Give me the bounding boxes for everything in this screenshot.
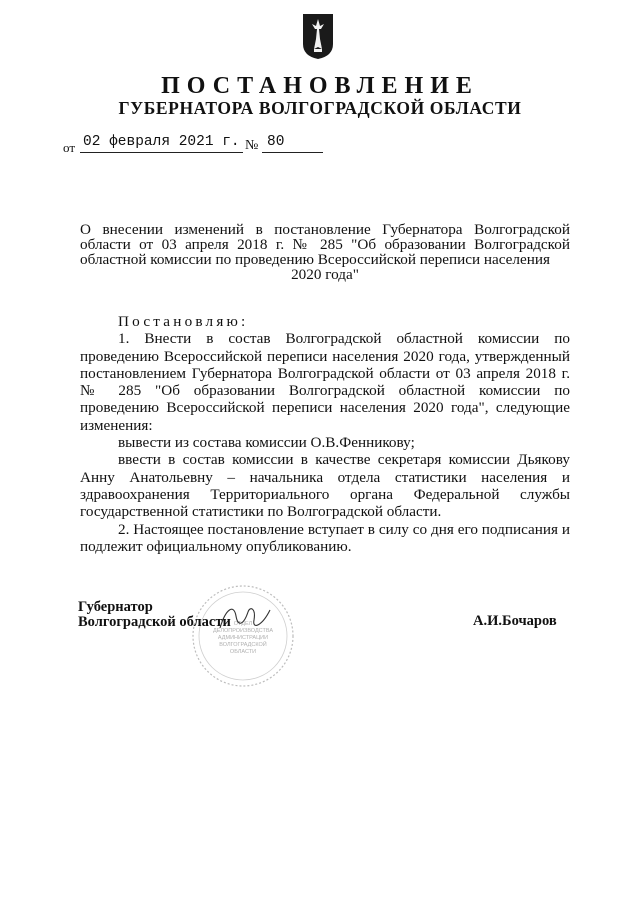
paragraph-item-1a: вывести из состава комиссии О.В.Фенникову;	[118, 434, 415, 452]
signatory-title-line: Волгоградской области	[78, 614, 231, 630]
date-prefix: от	[63, 140, 76, 155]
document-date: 02 февраля 2021 г.	[80, 134, 243, 153]
paragraph-item-1: 1. Внести в состав Волгоградской областной комиссии по проведению Всероссийской переписи населения 2020 года, утвержденный постановлением Губернатора Волгоградской области от 03 апреля 2018 г. № 285 "Об образовании Волгоградской областной комиссии по проведению Всероссийской переписи населения 2020 года", следующие изменения:	[80, 330, 570, 434]
document-subtitle: ГУБЕРНАТОРА ВОЛГОГРАДСКОЙ ОБЛАСТИ	[118, 98, 522, 118]
document-subject	[80, 222, 570, 282]
stamp-line: ДЕЛОПРОИЗВОДСТВА	[212, 628, 274, 634]
signatory-title	[78, 600, 231, 630]
coat-of-arms-emblem	[301, 12, 335, 60]
stamp-line: ОБЛАСТИ	[229, 649, 257, 655]
stamp-line: ВОЛГОГРАДСКОЙ	[219, 642, 267, 648]
subject-line: областной комиссии по проведению Всероссийской переписи населения	[80, 251, 550, 268]
decree-word: Постановляю:	[118, 313, 249, 330]
number-sign: №	[245, 138, 259, 153]
paragraph-item-2: 2. Настоящее постановление вступает в силу со дня его подписания и подлежит официальному опубликованию.	[80, 520, 570, 555]
stamp-line: ОТДЕЛ	[233, 621, 253, 627]
signatory-title-line: Губернатор	[78, 599, 153, 615]
document-body	[80, 313, 570, 555]
subject-line: области от 03 апреля 2018 г. № 285 "Об образовании Волгоградской	[80, 236, 570, 253]
stamp-line: АДМИНИСТРАЦИИ	[217, 635, 269, 641]
subject-line: 2020 года"	[291, 266, 359, 283]
document-title: ПОСТАНОВЛЕНИЕ	[161, 73, 479, 99]
date-number-line	[63, 134, 333, 156]
document-number: 80	[262, 134, 323, 153]
subject-line: О внесении изменений в постановление Губернатора Волгоградской	[80, 221, 570, 238]
paragraph-item-1b: ввести в состав комиссии в качестве секретаря комиссии Дьякову Анну Анатольевну – начальника отдела статистики населения и здравоохранения Территориального органа Федеральной службы государственной статистики по Волгоградской области.	[80, 451, 570, 521]
signatory-name: А.И.Бочаров	[473, 613, 557, 629]
